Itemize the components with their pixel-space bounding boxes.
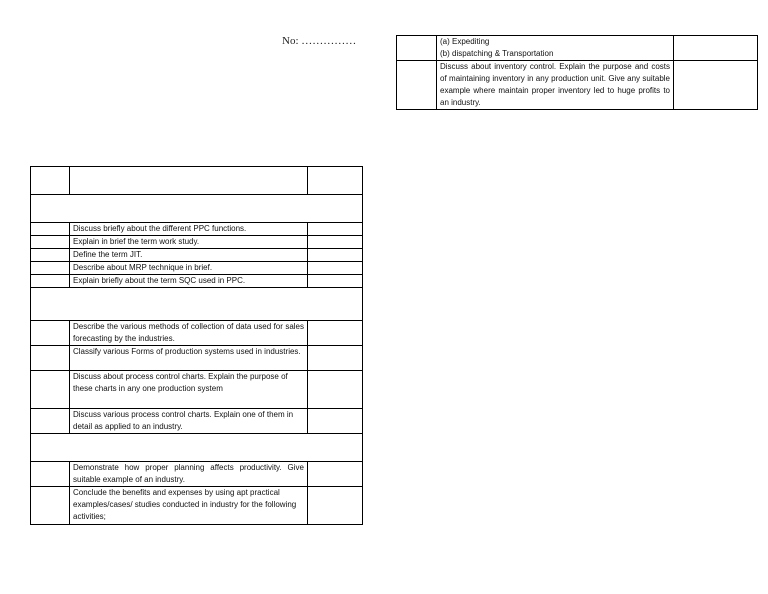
section-heading-cell: [31, 288, 363, 321]
marks-cell: [308, 371, 363, 409]
question-text: Explain briefly about the term SQC used in PPC.: [70, 275, 308, 288]
marks-cell: [308, 409, 363, 434]
question-text: Describe about MRP technique in brief.: [70, 262, 308, 275]
question-number-cell: [31, 223, 70, 236]
marks-cell: [308, 462, 363, 487]
question-number-cell: [31, 487, 70, 525]
question-text: Classify various Forms of production systems used in industries.: [70, 346, 308, 371]
question-table: [30, 166, 363, 525]
question-number-cell: [397, 61, 437, 110]
header-cell: [308, 167, 363, 195]
marks-cell: [308, 236, 363, 249]
table-row: [31, 487, 363, 525]
question-text: Describe the various methods of collection of data used for sales forecasting by the industries.: [70, 321, 308, 346]
table-row: [31, 346, 363, 371]
question-text-line: (a) Expediting: [440, 37, 490, 46]
question-text: Explain in brief the term work study.: [70, 236, 308, 249]
table-row: [31, 275, 363, 288]
table-row: [31, 321, 363, 346]
question-text: Define the term JIT.: [70, 249, 308, 262]
marks-cell: [308, 223, 363, 236]
table-row: [31, 262, 363, 275]
marks-cell: [308, 487, 363, 525]
table-row: [31, 249, 363, 262]
marks-cell: [674, 36, 758, 61]
table-row: [397, 36, 758, 61]
question-number-cell: [31, 249, 70, 262]
marks-cell: [308, 321, 363, 346]
question-number-cell: [31, 321, 70, 346]
section-heading-cell: [31, 434, 363, 462]
marks-cell: [308, 275, 363, 288]
section-row: [31, 288, 363, 321]
table-row: [397, 61, 758, 110]
table-row: [31, 236, 363, 249]
section-row: [31, 434, 363, 462]
table-row: [31, 409, 363, 434]
question-cell: [437, 36, 674, 61]
question-number-cell: [31, 371, 70, 409]
section-row: [31, 195, 363, 223]
number-label: No: ……………: [282, 35, 357, 47]
question-text: Conclude the benefits and expenses by using apt practical examples/cases/ studies conducted in industry for the following activities;: [70, 487, 308, 525]
table-row: [31, 371, 363, 409]
header-cell: [70, 167, 308, 195]
table-row: [31, 223, 363, 236]
question-text: Discuss about process control charts. Explain the purpose of these charts in any one production system: [70, 371, 308, 409]
marks-cell: [674, 61, 758, 110]
question-text-line: (b) dispatching & Transportation: [440, 49, 554, 58]
table-header-row: [31, 167, 363, 195]
question-text: Discuss briefly about the different PPC functions.: [70, 223, 308, 236]
marks-cell: [308, 249, 363, 262]
marks-cell: [308, 346, 363, 371]
question-number-cell: [31, 236, 70, 249]
question-table-continued: [396, 35, 758, 110]
section-heading-cell: [31, 195, 363, 223]
question-number-cell: [31, 409, 70, 434]
question-number-cell: [31, 262, 70, 275]
question-text: Discuss about inventory control. Explain the purpose and costs of maintaining inventory in any production unit. Give any suitable example where maintain proper inventory led to huge profits to an industry.: [437, 61, 674, 110]
table-row: [31, 462, 363, 487]
header-cell: [31, 167, 70, 195]
question-text: Discuss various process control charts. Explain one of them in detail as applied to an industry.: [70, 409, 308, 434]
question-number-cell: [31, 275, 70, 288]
question-number-cell: [397, 36, 437, 61]
question-text: Demonstrate how proper planning affects productivity. Give suitable example of an industry.: [70, 462, 308, 487]
question-number-cell: [31, 346, 70, 371]
question-number-cell: [31, 462, 70, 487]
marks-cell: [308, 262, 363, 275]
